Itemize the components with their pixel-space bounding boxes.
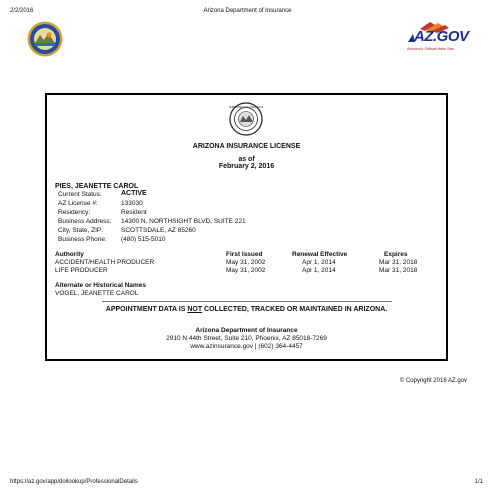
table-cell-first-issued: May 31, 2002 (226, 267, 266, 274)
business-address-label: Business Address: (58, 218, 112, 225)
appointment-notice-emphasis: NOT (187, 306, 203, 313)
license-number-value: 133030 (121, 200, 143, 207)
department-web-phone: www.azinsurance.gov | (602) 364-4457 (190, 343, 303, 350)
as-of-date: February 2, 2016 (218, 163, 275, 170)
print-title: Arizona Department of Insurance (203, 8, 292, 14)
azgov-logo-text: AZ.GOV (414, 28, 469, 45)
status-badge: ACTIVE (121, 190, 147, 197)
table-cell-first-issued: May 31, 2002 (226, 259, 266, 266)
divider (102, 301, 392, 302)
table-cell-expires: Mar 31, 2018 (379, 259, 418, 266)
arizona-state-seal-logo (27, 21, 63, 57)
table-cell-authority: LIFE PRODUCER (55, 267, 108, 274)
copyright-notice: © Copyright 2016 AZ.gov (399, 378, 467, 384)
alternate-name: VOGEL, JEANETTE CAROL (55, 290, 139, 297)
print-url: https://az.gov/app/doilookup/ProfessionalDetails (10, 479, 138, 485)
business-address-value: 14300 N, NORTHSIGHT BLVD, SUITE 221 (121, 218, 246, 225)
city-state-zip-value: SCOTTSDALE, AZ 85260 (121, 227, 196, 234)
table-header-first-issued: First Issued (226, 251, 263, 258)
table-header-expires: Expires (384, 251, 408, 258)
city-state-zip-label: City, State, ZIP: (58, 227, 104, 234)
residency-value: Resident (121, 209, 147, 216)
department-name: Arizona Department of Insurance (195, 327, 298, 334)
business-phone-label: Business Phone: (58, 236, 107, 243)
svg-text:DEPARTMENT OF INSURANCE: DEPARTMENT OF INSURANCE (229, 105, 263, 109)
appointment-notice-before: APPOINTMENT DATA IS (105, 306, 188, 313)
table-cell-renewal-effective: Apr 1, 2014 (302, 267, 336, 274)
as-of-label: as of (238, 156, 255, 163)
page-number: 1/1 (474, 479, 483, 485)
appointment-notice-after: COLLECTED, TRACKED OR MAINTAINED IN ARIZONA. (202, 306, 388, 313)
azgov-logo (400, 20, 469, 54)
azgov-tagline: Arizona's Official Web Site (407, 46, 454, 51)
license-title: ARIZONA INSURANCE LICENSE (192, 143, 301, 150)
table-header-authority: Authority (55, 251, 84, 258)
table-header-renewal-effective: Renewal Effective (292, 251, 348, 258)
table-cell-renewal-effective: Apr 1, 2014 (302, 259, 336, 266)
alternate-names-label: Alternate or Historical Names (55, 282, 147, 289)
department-seal-icon (229, 102, 263, 136)
residency-label: Residency: (58, 209, 91, 216)
appointment-notice (45, 306, 448, 313)
current-status-label: Current Status: (58, 191, 102, 198)
license-holder-name: PIES, JEANETTE CAROL (55, 183, 139, 190)
license-number-label: AZ License #: (58, 200, 98, 207)
business-phone-value: (480) 515-5010 (121, 236, 166, 243)
department-address: 2910 N 44th Street, Suite 210, Phoenix, AZ 85018-7269 (166, 335, 327, 342)
table-cell-authority: ACCIDENT/HEALTH PRODUCER (55, 259, 155, 266)
table-cell-expires: Mar 31, 2018 (379, 267, 418, 274)
print-date: 2/2/2016 (10, 8, 34, 14)
